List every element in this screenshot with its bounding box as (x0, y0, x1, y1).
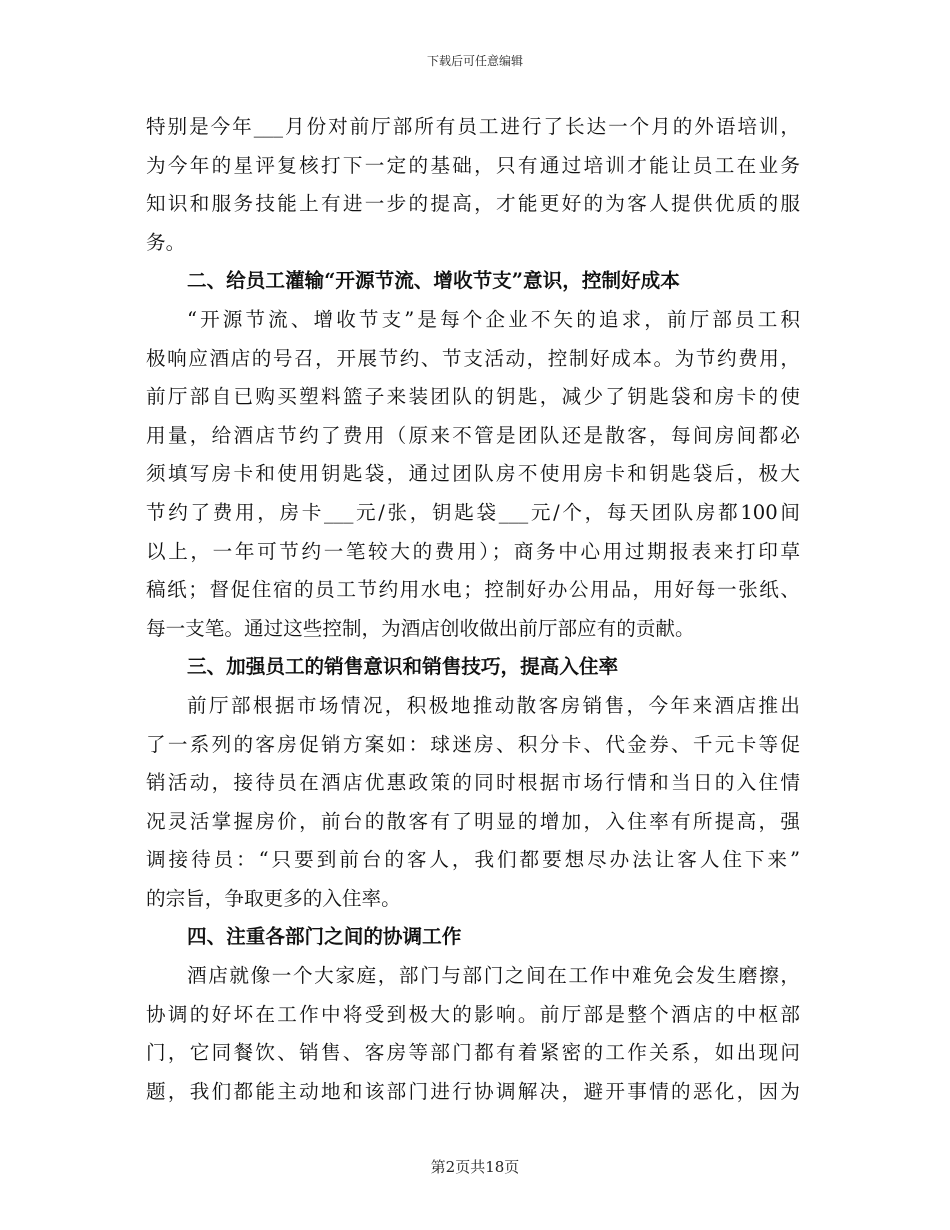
paragraph-line: 前厅部根据市场情况，积极地推动散客房销售，今年来酒店推出 (187, 693, 800, 717)
paragraph-line: 调接待员：“只要到前台的客人，我们都要想尽办法让客人住下来” (146, 848, 800, 872)
paragraph-line: “开源节流、增收节支”是每个企业不矢的追求，前厅部员工积 (187, 307, 800, 331)
page-header-note: 下载后可任意编辑 (426, 54, 523, 68)
document-body (146, 108, 800, 1111)
paragraph-line: 前厅部自已购买塑料篮子来装团队的钥匙，减少了钥匙袋和房卡的使 (146, 385, 800, 409)
page-number: 第2页共18页 (430, 1158, 520, 1176)
section-heading: 二、给员工灌输“开源节流、增收节支”意识，控制好成本 (187, 269, 680, 293)
paragraph-line: 务。 (146, 230, 186, 254)
paragraph-line: 须填写房卡和使用钥匙袋，通过团队房不使用房卡和钥匙袋后，极大 (146, 462, 800, 486)
paragraph-line: 题，我们都能主动地和该部门进行协调解决，避开事情的恶化，因为 (146, 1079, 800, 1103)
paragraph-line: 极响应酒店的号召，开展节约、节支活动，控制好成本。为节约费用， (146, 346, 800, 370)
paragraph-line: 协调的好坏在工作中将受到极大的影响。前厅部是整个酒店的中枢部 (146, 1002, 800, 1026)
paragraph-line: 知识和服务技能上有进一步的提高，才能更好的为客人提供优质的服 (146, 192, 800, 216)
paragraph-line: 酒店就像一个大家庭，部门与部门之间在工作中难免会发生磨擦， (187, 964, 800, 988)
paragraph-line: 特别是今年___月份对前厅部所有员工进行了长达一个月的外语培训， (146, 115, 800, 138)
paragraph-line: 门，它同餐饮、销售、客房等部门都有着紧密的工作关系，如出现问 (146, 1041, 800, 1065)
paragraph-line: 每一支笔。通过这些控制，为酒店创收做出前厅部应有的贡献。 (146, 616, 695, 640)
paragraph-line: 的宗旨，争取更多的入住率。 (146, 886, 401, 910)
paragraph-line: 用量，给酒店节约了费用（原来不管是团队还是散客，每间房间都必 (146, 423, 800, 447)
paragraph-line: 为今年的星评复核打下一定的基础，只有通过培训才能让员工在业务 (146, 153, 800, 177)
paragraph-line: 了一系列的客房促销方案如：球迷房、积分卡、代金券、千元卡等促 (146, 732, 800, 756)
section-heading: 四、注重各部门之间的协调工作 (187, 925, 462, 949)
paragraph-line: 销活动，接待员在酒店优惠政策的同时根据市场行情和当日的入住情 (146, 771, 800, 795)
paragraph-line: 况灵活掌握房价，前台的散客有了明显的增加，入住率有所提高，强 (146, 809, 800, 833)
paragraph-line: 节约了费用，房卡___元/张，钥匙袋___元/个，每天团队房都100间 (146, 500, 800, 524)
paragraph-line: 稿纸；督促住宿的员工节约用水电；控制好办公用品，用好每一张纸、 (146, 578, 800, 602)
paragraph-line: 以上，一年可节约一笔较大的费用）；商务中心用过期报表来打印草 (146, 539, 800, 563)
section-heading: 三、加强员工的销售意识和销售技巧，提高入住率 (187, 655, 619, 679)
